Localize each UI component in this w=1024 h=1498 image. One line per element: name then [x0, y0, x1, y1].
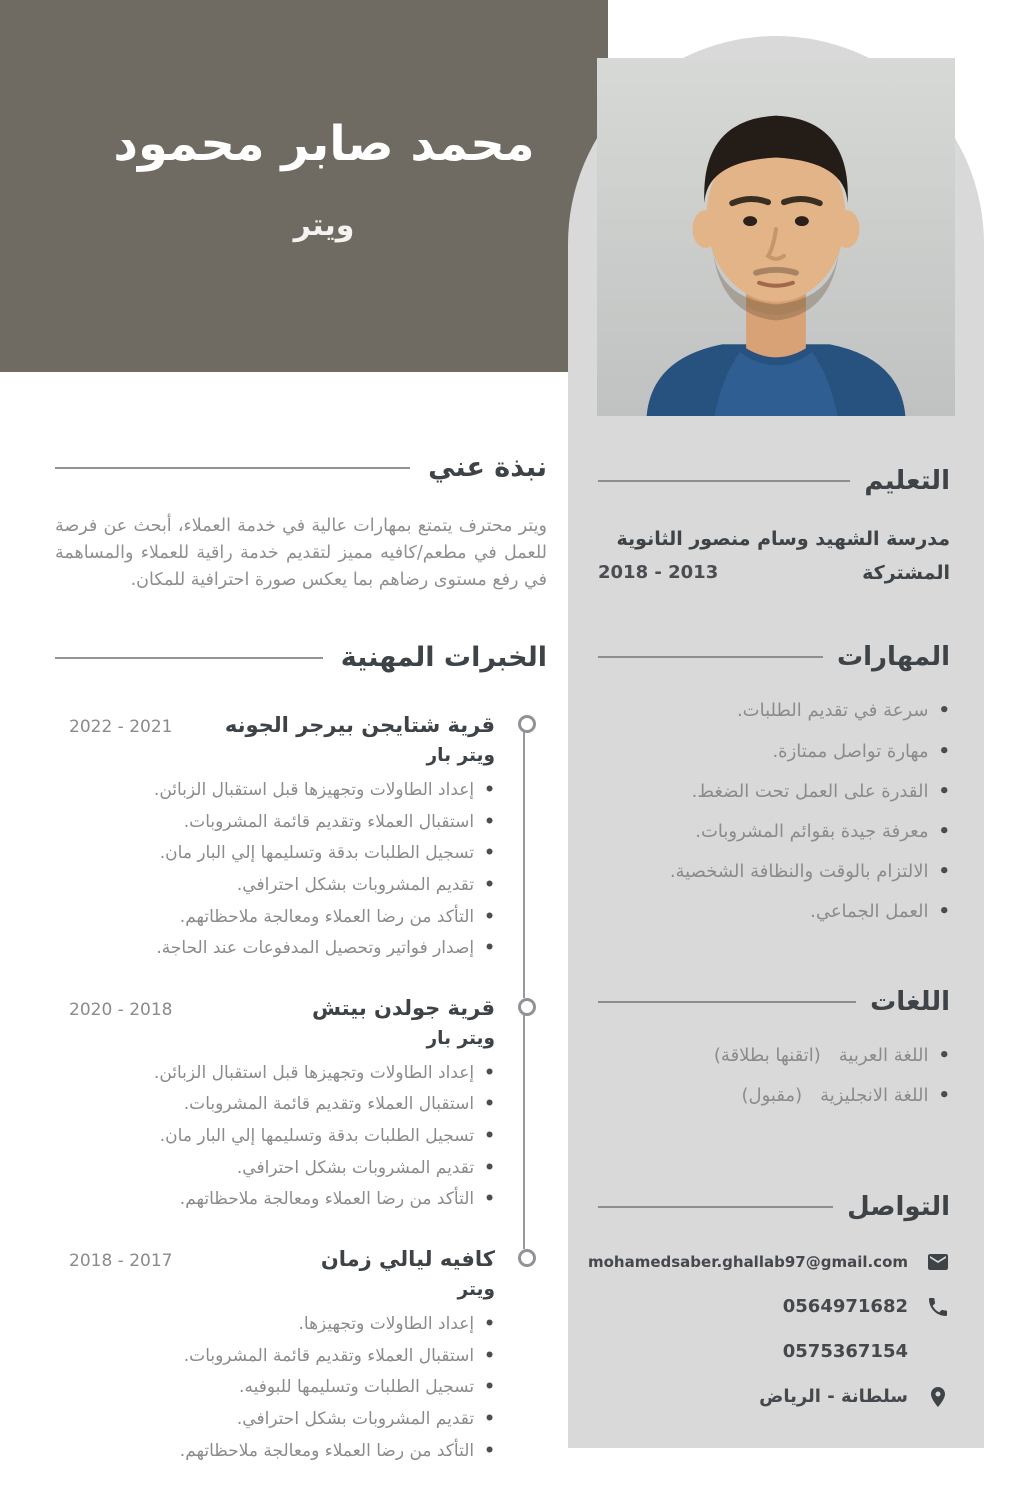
education-heading: التعليم: [864, 466, 950, 496]
bullet-icon: [938, 1043, 950, 1068]
experience-bullet-list: [55, 1312, 495, 1463]
experience-bullet-label: استقبال العملاء وتقديم قائمة المشروبات.: [183, 1345, 475, 1366]
experience-bullet-label: تسجيل الطلبات وتسليمها للبوفيه.: [239, 1377, 475, 1398]
skill-item: [598, 899, 950, 924]
experience-bullet-label: تقديم المشروبات بشكل احترافي.: [236, 1408, 475, 1429]
experience-title: قرية شتايجن بيرجر الجونه: [224, 713, 495, 737]
skills-section: [598, 642, 950, 924]
timeline-dot-icon: [518, 715, 536, 733]
skill-item: [598, 698, 950, 723]
experience-bullet-label: تقديم المشروبات بشكل احترافي.: [236, 1157, 475, 1178]
timeline-dot-icon: [518, 998, 536, 1016]
heading-divider: [55, 657, 323, 659]
experience-bullet: [55, 936, 495, 961]
contact-row-email: [587, 1250, 950, 1274]
skills-heading-row: [598, 642, 950, 672]
bullet-icon: [484, 1092, 495, 1117]
contact-heading-row: [598, 1192, 950, 1222]
person-name: محمد صابر محمود: [113, 116, 535, 172]
experience-bullet: [55, 1156, 495, 1181]
location-pin-icon: [926, 1385, 950, 1409]
contact-list: [587, 1250, 950, 1409]
experience-bullet: [55, 905, 495, 930]
languages-heading-row: [598, 987, 950, 1017]
education-school-line2: المشتركة: [862, 562, 950, 585]
language-name: اللغة الانجليزية: [820, 1084, 929, 1106]
language-level: (اتقنها بطلاقة): [713, 1044, 821, 1066]
experience-bullet: [55, 1061, 495, 1086]
heading-divider: [598, 1206, 833, 1208]
contact-phone-primary: 0564971682: [782, 1296, 908, 1318]
skills-list: [598, 698, 950, 924]
education-body: [598, 522, 950, 590]
skill-item: [598, 779, 950, 804]
header-inner: [40, 0, 608, 243]
bullet-icon: [484, 1344, 495, 1369]
bullet-icon: [484, 778, 495, 803]
experience-title: قرية جولدن بيتش: [311, 995, 495, 1020]
experience-bullet-label: التأكد من رضا العملاء ومعالجة ملاحظاتهم.: [179, 1440, 475, 1461]
skill-item-label: مهارة تواصل ممتازة.: [772, 740, 929, 762]
bullet-icon: [938, 779, 950, 804]
skill-item-label: معرفة جيدة بقوائم المشروبات.: [695, 820, 929, 842]
experience-bullet: [55, 1092, 495, 1117]
experience-entry: [55, 996, 547, 1247]
header-block: [0, 0, 608, 372]
language-item: [598, 1083, 950, 1108]
experience-date: 2021 - 2022: [69, 717, 173, 737]
bullet-icon: [938, 899, 950, 924]
language-name: اللغة العربية: [838, 1044, 929, 1066]
skill-item: [598, 859, 950, 884]
bullet-icon: [938, 1083, 950, 1108]
phone-icon: [926, 1295, 950, 1319]
education-years: 2013 - 2018: [598, 562, 719, 584]
experience-bullet: [55, 1124, 495, 1149]
about-text: ويتر محترف يتمتع بمهارات عالية في خدمة العملاء، أبحث عن فرصة للعمل في مطعم/كافيه مميز لتقديم خدمة راقية للعملاء والمساهمة في رفع مستوى رضاهم بما يعكس صورة احترافية للمكان.: [55, 516, 547, 591]
skill-item-label: سرعة في تقديم الطلبات.: [736, 700, 929, 722]
contact-location: سلطانة - الرياض: [759, 1386, 908, 1408]
experience-bullet-label: استقبال العملاء وتقديم قائمة المشروبات.: [183, 1094, 475, 1115]
experience-bullet: [55, 1407, 495, 1432]
experience-bullet-label: التأكد من رضا العملاء ومعالجة ملاحظاتهم.: [179, 1189, 475, 1210]
education-section: [598, 466, 950, 590]
contact-phone-secondary: 0575367154: [782, 1341, 908, 1363]
experience-bullet: [55, 1375, 495, 1400]
skill-item-label: الالتزام بالوقت والنظافة الشخصية.: [669, 861, 929, 883]
contact-row-phone-primary: [598, 1295, 950, 1319]
experience-role: ويتر بار: [426, 1027, 495, 1049]
experience-bullet-label: إصدار فواتير وتحصيل المدفوعات عند الحاجة.: [156, 938, 475, 959]
language-item: [598, 1043, 950, 1068]
experience-bullet: [55, 1344, 495, 1369]
timeline-dot-icon: [518, 1249, 536, 1267]
about-heading: نبذة عني: [428, 452, 547, 483]
experience-role: ويتر بار: [426, 745, 495, 766]
sidebar: [568, 36, 984, 1448]
heading-divider: [55, 467, 410, 469]
experience-role: ويتر: [457, 1279, 495, 1301]
experience-bullet-label: التأكد من رضا العملاء ومعالجة ملاحظاتهم.: [179, 906, 475, 927]
experience-bullet: [55, 1439, 495, 1464]
bullet-icon: [938, 739, 950, 764]
bullet-icon: [938, 819, 950, 844]
bullet-icon: [484, 1124, 495, 1149]
contact-row-location: [598, 1385, 950, 1409]
bullet-icon: [938, 859, 950, 884]
skill-item: [598, 819, 950, 844]
skill-item: [598, 739, 950, 764]
bullet-icon: [484, 1156, 495, 1181]
experience-heading: الخبرات المهنية: [340, 642, 547, 673]
experience-bullet-label: إعداد الطاولات وتجهيزها قبل استقبال الزبائن.: [153, 780, 475, 800]
bullet-icon: [484, 1375, 495, 1400]
experience-bullet: [55, 810, 495, 835]
bullet-icon: [484, 873, 495, 898]
experience-bullet-label: إعداد الطاولات وتجهيزها قبل استقبال الزبائن.: [153, 1062, 475, 1083]
contact-heading: التواصل: [847, 1191, 950, 1222]
bullet-icon: [484, 1439, 495, 1464]
profile-photo: [597, 58, 955, 416]
experience-bullet: [55, 1312, 495, 1337]
education-heading-row: [598, 466, 950, 496]
experience-bullet: [55, 1187, 495, 1212]
skill-item-label: العمل الجماعي.: [810, 901, 929, 923]
education-school-line1: مدرسة الشهيد وسام منصور الثانوية: [616, 528, 950, 550]
experience-bullet-label: تقديم المشروبات بشكل احترافي.: [236, 874, 475, 895]
experience-date: 2018 - 2020: [69, 999, 173, 1020]
contact-row-phone-secondary: [598, 1340, 950, 1364]
skills-heading: المهارات: [836, 642, 950, 673]
experience-bullet-label: إعداد الطاولات وتجهيزها.: [298, 1314, 475, 1335]
bullet-icon: [484, 810, 495, 835]
experience-list: [55, 713, 547, 1498]
envelope-icon: [926, 1250, 950, 1274]
heading-divider: [598, 1001, 856, 1003]
person-job-title: ويتر: [293, 208, 355, 243]
experience-bullet: [55, 778, 495, 803]
languages-heading: اللغات: [870, 986, 950, 1017]
language-level: (مقبول): [741, 1084, 803, 1106]
experience-bullet-label: استقبال العملاء وتقديم قائمة المشروبات.: [183, 811, 475, 832]
experience-date: 2017 - 2018: [69, 1251, 173, 1272]
bullet-icon: [484, 936, 495, 961]
portrait-illustration: [597, 58, 955, 416]
bullet-icon: [484, 1187, 495, 1212]
bullet-icon: [484, 1312, 495, 1337]
experience-entry: [55, 1247, 547, 1498]
bullet-icon: [484, 841, 495, 866]
about-heading-row: [55, 452, 547, 483]
languages-section: [598, 987, 950, 1108]
bullet-icon: [484, 1061, 495, 1086]
bullet-icon: [938, 698, 950, 723]
experience-bullet-list: [55, 778, 495, 961]
skill-item-label: القدرة على العمل تحت الضغط.: [691, 780, 929, 802]
contact-email: mohamedsaber.ghallab97@gmail.com: [587, 1252, 908, 1271]
sidebar-content: [568, 416, 984, 1409]
bullet-icon: [484, 905, 495, 930]
experience-title: كافيه ليالي زمان: [320, 1247, 495, 1272]
experience-bullet: [55, 873, 495, 898]
experience-section: [55, 642, 547, 1498]
contact-section: [587, 1191, 950, 1409]
experience-bullet-label: تسجيل الطلبات بدقة وتسليمها إلي البار مان.: [159, 1126, 475, 1147]
heading-divider: [598, 656, 823, 658]
heading-divider: [598, 480, 850, 482]
languages-list: [598, 1043, 950, 1108]
experience-entry: [55, 713, 547, 996]
experience-bullet: [55, 841, 495, 866]
about-section: [55, 452, 547, 594]
bullet-icon: [484, 1407, 495, 1432]
experience-bullet-label: تسجيل الطلبات بدقة وتسليمها إلي البار مان.: [159, 843, 475, 864]
experience-heading-row: [55, 642, 547, 673]
experience-bullet-list: [55, 1061, 495, 1212]
